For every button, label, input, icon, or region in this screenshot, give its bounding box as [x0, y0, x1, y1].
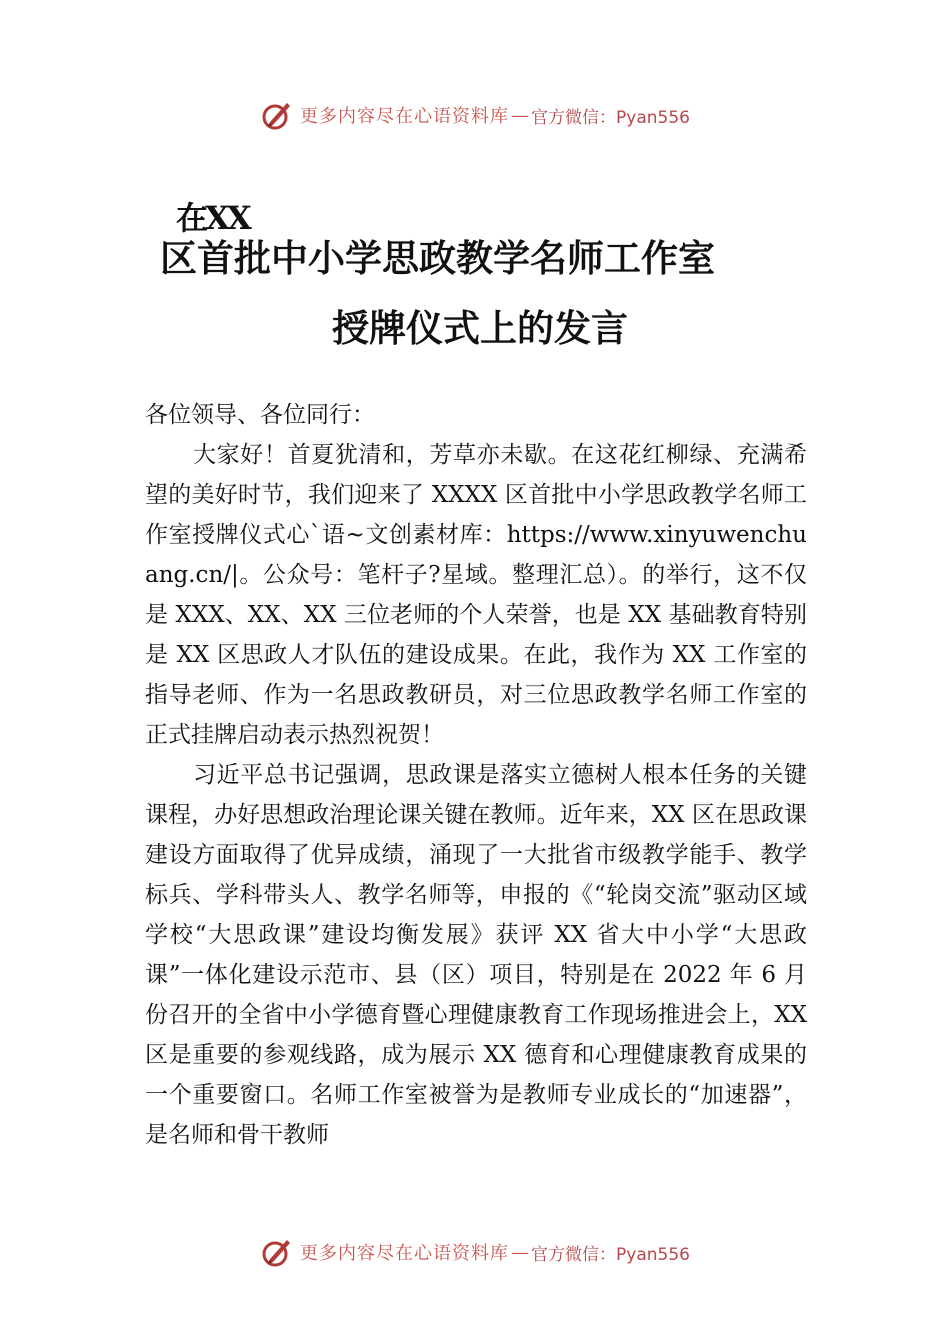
- banner-wechat: 官方微信：Pyan556: [531, 107, 690, 128]
- banner-text: 更多内容尽在心语资料库: [300, 106, 510, 127]
- pen-logo-icon: [260, 1235, 294, 1269]
- banner-separator: —: [511, 104, 530, 126]
- footer-banner: [0, 1232, 950, 1272]
- speech-body: [145, 395, 807, 1155]
- banner-text: 更多内容尽在心语资料库: [300, 1243, 510, 1264]
- salutation: 各位领导、各位同行：: [145, 402, 375, 428]
- header-banner: [0, 95, 950, 135]
- banner-separator: —: [511, 1241, 530, 1263]
- banner-wechat: 官方微信：Pyan556: [531, 1244, 690, 1265]
- paragraph-2: 习近平总书记强调，思政课是落实立德树人根本任务的关键课程，办好思想政治理论课关键在教师。近年来，XX 区在思政课建设方面取得了优异成绩，涌现了一大批省市级教学能手、教学标兵、学科带头人、教学名师等，申报的《“轮岗交流”驱动区域学校“大思政课”建设均衡发展》获评 XX 省大中小学“大思政课”一体化建设示范市、县（区）项目，特别是在 2022 年 6 月份召开的全省中小学德育暨心理健康教育工作现场推进会上，XX 区是重要的参观线路，成为展示 XX 德育和心理健康教育成果的一个重要窗口。名师工作室被誉为是教师专业成长的“加速器”，是名师和骨干教师: [145, 762, 807, 1148]
- pen-logo-icon: [260, 98, 294, 132]
- paragraph-1: 大家好！首夏犹清和，芳草亦未歇。在这花红柳绿、充满希望的美好时节，我们迎来了 XXXX 区首批中小学思政教学名师工作室授牌仪式心`语~文创素材库：https://www.xinyuwenchuang.cn/|。公众号：笔杆子?星域。整理汇总）。的举行，这不仅是 XXX、XX、XX 三位老师的个人荣誉，也是 XX 基础教育特别是 XX 区思政人才队伍的建设成果。在此，我作为 XX 工作室的指导老师、作为一名思政教研员，对三位思政教学名师工作室的正式挂牌启动表示热烈祝贺！: [145, 442, 807, 748]
- title-line-1: 区首批中小学思政教学名师工作室: [160, 236, 715, 280]
- title-line-2: 授牌仪式上的发言: [332, 306, 628, 350]
- title-prefix: 在XX: [176, 199, 249, 237]
